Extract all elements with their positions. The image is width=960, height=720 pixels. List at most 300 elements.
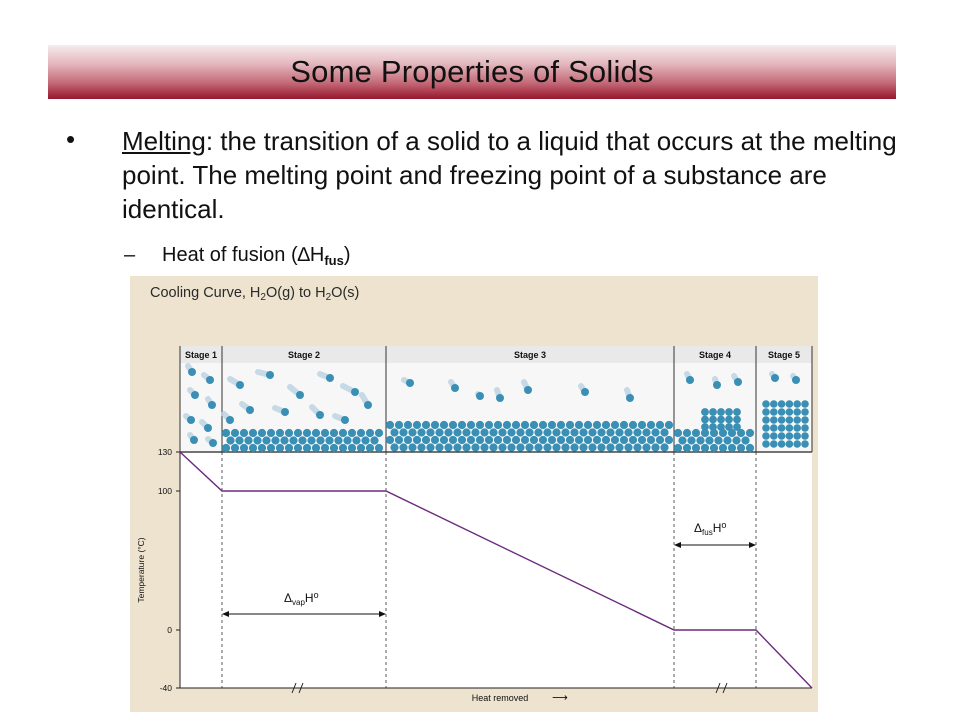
liquid-molecule <box>294 429 302 437</box>
liquid-molecule <box>408 428 416 436</box>
molecule-moving <box>191 391 199 399</box>
liquid-molecule <box>696 436 704 444</box>
liquid-molecule <box>705 436 713 444</box>
solid-molecule <box>770 416 778 424</box>
liquid-molecule <box>467 421 475 429</box>
bullet-definition: : the transition of a solid to a liquid that occurs at the melting point. The melting point and freezing point of a substance are identical. <box>122 126 897 224</box>
delta-fus-h-label: $\Delta_{fus}H^o$ <box>694 520 727 537</box>
liquid-molecule <box>620 436 628 444</box>
liquid-molecule <box>321 429 329 437</box>
liquid-molecule <box>285 429 293 437</box>
liquid-molecule <box>516 428 524 436</box>
liquid-molecule <box>710 444 718 452</box>
liquid-molecule <box>453 428 461 436</box>
solid-molecule <box>762 416 770 424</box>
solid-molecule <box>701 416 709 424</box>
liquid-molecule <box>240 429 248 437</box>
molecule-moving <box>281 408 289 416</box>
liquid-molecule <box>561 443 569 451</box>
molecule-moving <box>713 381 721 389</box>
liquid-molecule <box>593 421 601 429</box>
sub-bullet-suffix: ) <box>343 244 351 266</box>
liquid-molecule <box>271 436 279 444</box>
molecule-moving <box>246 406 254 414</box>
liquid-molecule <box>285 444 293 452</box>
liquid-molecule <box>633 443 641 451</box>
bullet-term: Melting <box>122 126 206 156</box>
solid-molecule <box>770 424 778 432</box>
liquid-molecule <box>552 443 560 451</box>
solid-molecule <box>701 423 709 431</box>
liquid-molecule <box>597 428 605 436</box>
liquid-molecule <box>431 436 439 444</box>
liquid-molecule <box>602 436 610 444</box>
liquid-molecule <box>267 444 275 452</box>
solid-molecule <box>778 432 786 440</box>
liquid-molecule <box>435 428 443 436</box>
solid-molecule <box>801 416 809 424</box>
sub-bullet-prefix: Heat of fusion ( <box>162 244 298 266</box>
molecule-moving <box>496 394 504 402</box>
liquid-molecule <box>489 443 497 451</box>
liquid-molecule <box>357 429 365 437</box>
figure-title-part2: O(g) to H <box>265 285 326 301</box>
liquid-molecule <box>294 444 302 452</box>
liquid-molecule <box>444 443 452 451</box>
solid-molecule <box>709 423 717 431</box>
solid-molecule <box>786 408 794 416</box>
liquid-molecule <box>330 429 338 437</box>
solid-molecule <box>770 408 778 416</box>
liquid-molecule <box>683 444 691 452</box>
liquid-molecule <box>375 429 383 437</box>
liquid-molecule <box>741 436 749 444</box>
liquid-molecule <box>480 428 488 436</box>
liquid-molecule <box>476 436 484 444</box>
liquid-molecule <box>339 444 347 452</box>
liquid-molecule <box>561 428 569 436</box>
solid-molecule <box>793 432 801 440</box>
sub-bullet-dash: – <box>124 244 136 266</box>
liquid-molecule <box>361 436 369 444</box>
liquid-molecule <box>534 443 542 451</box>
liquid-molecule <box>467 436 475 444</box>
liquid-molecule <box>642 428 650 436</box>
liquid-molecule <box>588 428 596 436</box>
solid-molecule <box>701 408 709 416</box>
liquid-molecule <box>656 436 664 444</box>
liquid-molecule <box>629 436 637 444</box>
liquid-molecule <box>226 436 234 444</box>
solid-molecule <box>725 423 733 431</box>
solid-molecule <box>762 408 770 416</box>
liquid-molecule <box>539 436 547 444</box>
liquid-molecule <box>665 421 673 429</box>
liquid-molecule <box>660 443 668 451</box>
solid-molecule <box>793 440 801 448</box>
solid-molecule <box>801 432 809 440</box>
liquid-molecule <box>267 429 275 437</box>
solid-molecule <box>801 440 809 448</box>
liquid-molecule <box>276 429 284 437</box>
molecule-moving <box>187 416 195 424</box>
liquid-molecule <box>240 444 248 452</box>
liquid-molecule <box>321 444 329 452</box>
sub-bullet-delta: ∆H <box>297 244 325 266</box>
liquid-molecule <box>521 436 529 444</box>
liquid-molecule <box>303 429 311 437</box>
molecule-moving <box>626 394 634 402</box>
liquid-molecule <box>417 428 425 436</box>
liquid-molecule <box>579 428 587 436</box>
solid-molecule <box>793 408 801 416</box>
liquid-molecule <box>534 428 542 436</box>
sub-bullet-subscript: fus <box>324 253 344 268</box>
liquid-molecule <box>728 444 736 452</box>
molecule-moving <box>364 401 372 409</box>
delta-vap-h-label: $\Delta_{vap}H^o$ <box>284 590 319 607</box>
liquid-molecule <box>431 421 439 429</box>
liquid-molecule <box>521 421 529 429</box>
liquid-molecule <box>611 436 619 444</box>
liquid-molecule <box>530 421 538 429</box>
solid-molecule <box>778 440 786 448</box>
molecule-moving <box>208 401 216 409</box>
molecule-moving <box>581 388 589 396</box>
liquid-molecule <box>701 444 709 452</box>
molecule-moving <box>524 386 532 394</box>
solid-molecule <box>793 400 801 408</box>
liquid-molecule <box>422 436 430 444</box>
liquid-molecule <box>566 421 574 429</box>
liquid-molecule <box>330 444 338 452</box>
liquid-molecule <box>737 444 745 452</box>
liquid-molecule <box>719 444 727 452</box>
solid-molecule <box>778 400 786 408</box>
liquid-molecule <box>597 443 605 451</box>
liquid-molecule <box>593 436 601 444</box>
figure-title-sub1: 2 <box>260 292 266 303</box>
liquid-molecule <box>258 429 266 437</box>
liquid-molecule <box>413 421 421 429</box>
molecule-moving <box>451 384 459 392</box>
liquid-molecule <box>746 429 754 437</box>
molecule-moving <box>204 424 212 432</box>
liquid-molecule <box>548 436 556 444</box>
liquid-molecule <box>357 444 365 452</box>
liquid-molecule <box>651 443 659 451</box>
molecule-moving <box>206 376 214 384</box>
solid-molecule <box>762 440 770 448</box>
solid-molecule <box>717 423 725 431</box>
liquid-molecule <box>723 436 731 444</box>
liquid-molecule <box>611 421 619 429</box>
liquid-molecule <box>307 436 315 444</box>
liquid-molecule <box>507 443 515 451</box>
liquid-molecule <box>471 428 479 436</box>
liquid-molecule <box>575 421 583 429</box>
liquid-molecule <box>395 421 403 429</box>
molecule-moving <box>406 379 414 387</box>
liquid-molecule <box>253 436 261 444</box>
liquid-molecule <box>276 444 284 452</box>
liquid-molecule <box>570 443 578 451</box>
y-axis-label: Temperature (°C) <box>136 537 146 603</box>
liquid-molecule <box>343 436 351 444</box>
molecule-moving <box>296 391 304 399</box>
liquid-molecule <box>449 436 457 444</box>
solid-molecule <box>778 416 786 424</box>
liquid-molecule <box>615 428 623 436</box>
liquid-molecule <box>552 428 560 436</box>
liquid-molecule <box>440 436 448 444</box>
molecule-moving <box>266 371 274 379</box>
solid-molecule <box>801 400 809 408</box>
liquid-molecule <box>399 443 407 451</box>
molecule-moving <box>792 376 800 384</box>
liquid-molecule <box>543 428 551 436</box>
liquid-molecule <box>566 436 574 444</box>
liquid-molecule <box>348 444 356 452</box>
liquid-molecule <box>449 421 457 429</box>
solid-molecule <box>778 408 786 416</box>
liquid-molecule <box>312 444 320 452</box>
solid-molecule <box>733 423 741 431</box>
liquid-molecule <box>692 444 700 452</box>
liquid-molecule <box>462 428 470 436</box>
liquid-molecule <box>579 443 587 451</box>
liquid-molecule <box>498 428 506 436</box>
solid-molecule <box>786 416 794 424</box>
liquid-molecule <box>584 421 592 429</box>
liquid-molecule <box>352 436 360 444</box>
solid-molecule <box>793 416 801 424</box>
solid-molecule <box>793 424 801 432</box>
liquid-molecule <box>366 444 374 452</box>
liquid-molecule <box>651 428 659 436</box>
liquid-molecule <box>262 436 270 444</box>
liquid-molecule <box>543 443 551 451</box>
molecule-moving <box>190 436 198 444</box>
liquid-molecule <box>570 428 578 436</box>
liquid-molecule <box>633 428 641 436</box>
liquid-molecule <box>512 421 520 429</box>
x-axis-label: Heat removed <box>471 693 529 703</box>
liquid-molecule <box>249 429 257 437</box>
liquid-molecule <box>222 429 230 437</box>
liquid-molecule <box>674 429 682 437</box>
liquid-molecule <box>298 436 306 444</box>
liquid-molecule <box>458 436 466 444</box>
molecule-moving <box>209 439 217 447</box>
liquid-molecule <box>476 421 484 429</box>
liquid-molecule <box>458 421 466 429</box>
liquid-molecule <box>480 443 488 451</box>
liquid-molecule <box>557 421 565 429</box>
liquid-molecule <box>507 428 515 436</box>
stage-label: Stage 1 <box>184 350 218 360</box>
liquid-molecule <box>548 421 556 429</box>
liquid-molecule <box>557 436 565 444</box>
liquid-molecule <box>683 429 691 437</box>
molecule-moving <box>341 416 349 424</box>
liquid-molecule <box>606 443 614 451</box>
liquid-molecule <box>656 421 664 429</box>
liquid-molecule <box>615 443 623 451</box>
molecule-moving <box>771 374 779 382</box>
liquid-molecule <box>244 436 252 444</box>
molecule-moving <box>188 368 196 376</box>
liquid-molecule <box>453 443 461 451</box>
solid-molecule <box>717 408 725 416</box>
liquid-molecule <box>404 436 412 444</box>
liquid-molecule <box>624 443 632 451</box>
liquid-molecule <box>426 443 434 451</box>
liquid-molecule <box>339 429 347 437</box>
stage-label: Stage 2 <box>287 350 321 360</box>
liquid-molecule <box>366 429 374 437</box>
liquid-molecule <box>503 436 511 444</box>
liquid-molecule <box>494 436 502 444</box>
liquid-molecule <box>417 443 425 451</box>
molecule-moving <box>686 376 694 384</box>
liquid-molecule <box>386 421 394 429</box>
liquid-molecule <box>413 436 421 444</box>
solid-molecule <box>709 408 717 416</box>
liquid-molecule <box>746 444 754 452</box>
stage-label: Stage 5 <box>767 350 801 360</box>
liquid-molecule <box>334 436 342 444</box>
liquid-molecule <box>289 436 297 444</box>
solid-molecule <box>770 440 778 448</box>
liquid-molecule <box>485 421 493 429</box>
liquid-molecule <box>642 443 650 451</box>
liquid-molecule <box>435 443 443 451</box>
liquid-molecule <box>584 436 592 444</box>
liquid-molecule <box>530 436 538 444</box>
molecule-moving <box>734 378 742 386</box>
liquid-molecule <box>525 443 533 451</box>
y-tick-label: 100 <box>157 486 172 496</box>
solid-molecule <box>786 400 794 408</box>
liquid-molecule <box>678 436 686 444</box>
liquid-molecule <box>660 428 668 436</box>
liquid-molecule <box>471 443 479 451</box>
solid-molecule <box>762 424 770 432</box>
liquid-molecule <box>348 429 356 437</box>
solid-molecule <box>762 432 770 440</box>
liquid-molecule <box>525 428 533 436</box>
x-axis-arrow: ⟶ <box>552 691 568 704</box>
solid-molecule <box>725 408 733 416</box>
solid-molecule <box>778 424 786 432</box>
liquid-molecule <box>386 436 394 444</box>
liquid-molecule <box>249 444 257 452</box>
liquid-molecule <box>620 421 628 429</box>
y-tick-label: 130 <box>157 447 172 457</box>
liquid-molecule <box>370 436 378 444</box>
solid-molecule <box>762 400 770 408</box>
liquid-molecule <box>231 429 239 437</box>
liquid-molecule <box>390 428 398 436</box>
liquid-molecule <box>687 436 695 444</box>
liquid-molecule <box>462 443 470 451</box>
molecule-moving <box>351 388 359 396</box>
liquid-molecule <box>498 443 506 451</box>
liquid-molecule <box>714 436 722 444</box>
liquid-molecule <box>404 421 412 429</box>
liquid-molecule <box>575 436 583 444</box>
liquid-molecule <box>395 436 403 444</box>
liquid-molecule <box>280 436 288 444</box>
liquid-molecule <box>732 436 740 444</box>
liquid-molecule <box>222 444 230 452</box>
liquid-molecule <box>665 436 673 444</box>
figure-title-sub2: 2 <box>325 292 332 303</box>
solid-molecule <box>733 416 741 424</box>
stage-label: Stage 3 <box>513 350 547 360</box>
liquid-molecule <box>375 444 383 452</box>
solid-molecule <box>786 424 794 432</box>
solid-molecule <box>770 432 778 440</box>
liquid-molecule <box>231 444 239 452</box>
liquid-molecule <box>539 421 547 429</box>
liquid-molecule <box>312 429 320 437</box>
solid-molecule <box>770 400 778 408</box>
liquid-molecule <box>235 436 243 444</box>
molecule-moving <box>236 381 244 389</box>
solid-molecule <box>725 416 733 424</box>
liquid-molecule <box>602 421 610 429</box>
liquid-molecule <box>444 428 452 436</box>
liquid-molecule <box>638 421 646 429</box>
liquid-molecule <box>426 428 434 436</box>
solid-molecule <box>709 416 717 424</box>
slide-title: Some Properties of Solids <box>290 54 654 89</box>
solid-molecule <box>786 440 794 448</box>
molecule-moving <box>226 416 234 424</box>
liquid-molecule <box>503 421 511 429</box>
liquid-molecule <box>399 428 407 436</box>
liquid-molecule <box>624 428 632 436</box>
liquid-molecule <box>647 421 655 429</box>
liquid-molecule <box>303 444 311 452</box>
y-tick-label: -40 <box>159 683 172 693</box>
bullet-marker: • <box>66 124 76 154</box>
liquid-molecule <box>629 421 637 429</box>
solid-molecule <box>717 416 725 424</box>
liquid-molecule <box>422 421 430 429</box>
liquid-molecule <box>408 443 416 451</box>
liquid-molecule <box>606 428 614 436</box>
solid-molecule <box>786 432 794 440</box>
liquid-molecule <box>485 436 493 444</box>
figure-title-part1: Cooling Curve, H <box>150 285 261 301</box>
liquid-molecule <box>258 444 266 452</box>
liquid-molecule <box>316 436 324 444</box>
liquid-molecule <box>638 436 646 444</box>
molecule-moving <box>476 392 484 400</box>
liquid-molecule <box>512 436 520 444</box>
liquid-molecule <box>647 436 655 444</box>
molecule-moving <box>326 374 334 382</box>
liquid-molecule <box>489 428 497 436</box>
solid-molecule <box>801 408 809 416</box>
y-tick-label: 0 <box>167 625 172 635</box>
liquid-molecule <box>516 443 524 451</box>
liquid-molecule <box>325 436 333 444</box>
stage-label: Stage 4 <box>698 350 732 360</box>
